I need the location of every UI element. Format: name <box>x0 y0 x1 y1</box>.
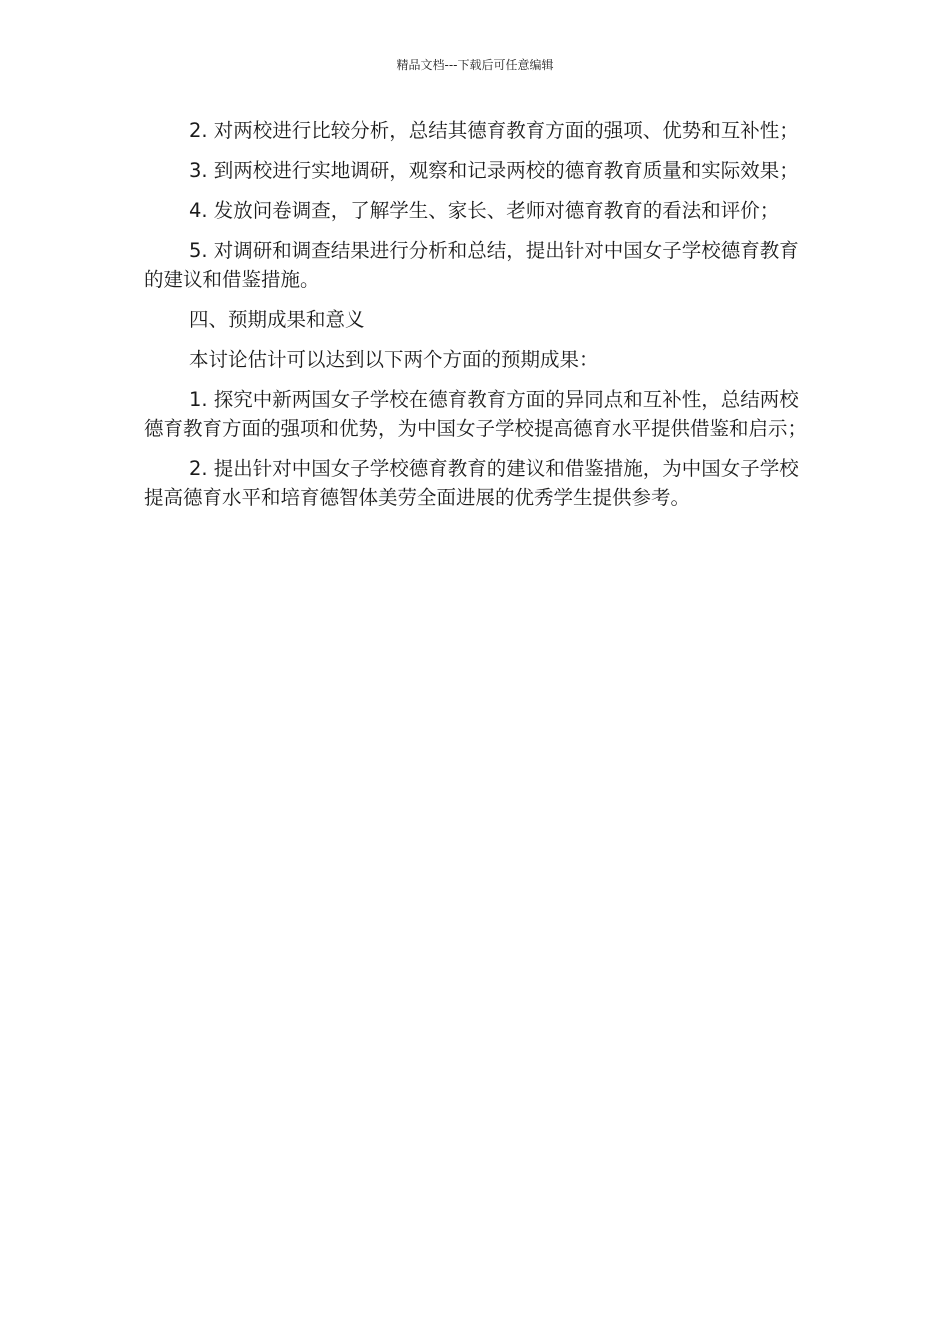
paragraph-item-3-field-research: 3. 到两校进行实地调研，观察和记录两校的德育教育质量和实际效果； <box>189 159 799 182</box>
paragraph-result-2: 2. 提出针对中国女子学校德育教育的建议和借鉴措施，为中国女子学校提高德育水平和培育德智体美劳全面进展的优秀学生提供参考。 <box>144 457 799 509</box>
page-header: 精品文档---下载后可任意编辑 <box>396 58 554 72</box>
section-heading-expected-results: 四、预期成果和意义 <box>189 308 365 331</box>
document-body <box>144 116 808 523</box>
paragraph-item-4-survey: 4. 发放问卷调查，了解学生、家长、老师对德育教育的看法和评价； <box>189 199 780 222</box>
paragraph-result-1: 1. 探究中新两国女子学校在德育教育方面的异同点和互补性，总结两校德育教育方面的强项和优势，为中国女子学校提高德育水平提供借鉴和启示； <box>144 388 808 440</box>
paragraph-item-5-analysis: 5. 对调研和调查结果进行分析和总结，提出针对中国女子学校德育教育的建议和借鉴措施。 <box>144 239 799 291</box>
paragraph-item-2-comparison: 2. 对两校进行比较分析，总结其德育教育方面的强项、优势和互补性； <box>189 119 799 142</box>
paragraph-intro-results: 本讨论估计可以达到以下两个方面的预期成果： <box>189 348 599 371</box>
